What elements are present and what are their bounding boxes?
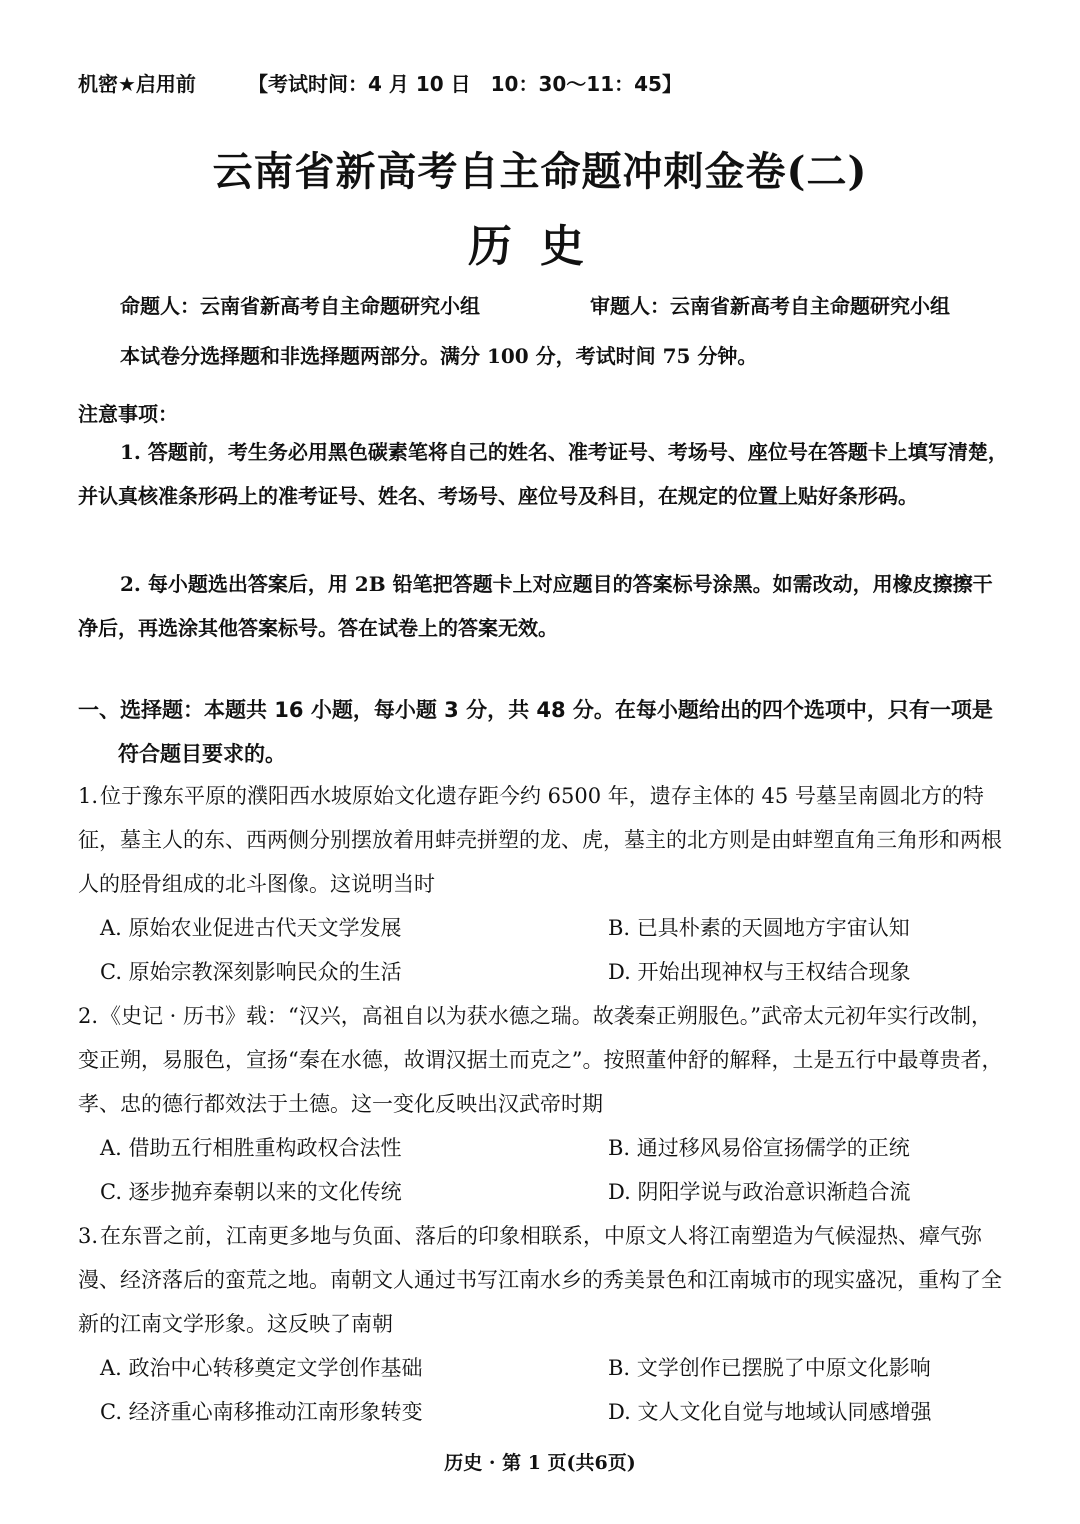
subject-title: 历史: [468, 221, 612, 272]
question-1-options: [100, 906, 1000, 996]
question-stem: 在东晋之前，江南更多地与负面、落后的印象相联系，中原文人将江南塑造为气候湿热、瘴气弥漫、经济落后的蛮荒之地。南朝文人通过书写江南水乡的秀美景色和江南城市的现实盛况，重构了全新的江南文学形象。这反映了南朝: [78, 1224, 1002, 1336]
option-c: C. 原始宗教深刻影响民众的生活: [100, 960, 402, 984]
question-3-options: [100, 1346, 1000, 1436]
reviewer: 审题人：云南省新高考自主命题研究小组: [590, 294, 950, 318]
question-3: 3.在东晋之前，江南更多地与负面、落后的印象相联系，中原文人将江南塑造为气候湿热、瘴气弥漫、经济落后的蛮荒之地。南朝文人通过书写江南水乡的秀美景色和江南城市的现实盛况，重构了全新的江南文学形象。这反映了南朝: [78, 1224, 1002, 1336]
authors-line: [120, 290, 950, 319]
paper-title: 云南省新高考自主命题冲刺金卷(二): [212, 148, 868, 195]
question-1: 1.位于豫东平原的濮阳西水坡原始文化遗存距今约 6500 年，遗存主体的 45 号墓呈南圆北方的特征，墓主人的东、西两侧分别摆放着用蚌壳拼塑的龙、虎，墓主的北方则是由蚌塑直角三角形和两根人的胫骨组成的北斗图像。这说明当时: [78, 784, 1002, 896]
confidential-label: 机密★启用前: [78, 72, 196, 96]
option-d: D. 文人文化自觉与地域认同感增强: [608, 1400, 932, 1424]
option-b: B. 通过移风易俗宣扬儒学的正统: [608, 1136, 910, 1160]
question-stem: 位于豫东平原的濮阳西水坡原始文化遗存距今约 6500 年，遗存主体的 45 号墓呈南圆北方的特征，墓主人的东、西两侧分别摆放着用蚌壳拼塑的龙、虎，墓主的北方则是由蚌塑直角三角形和两根人的胫骨组成的北斗图像。这说明当时: [78, 784, 1002, 896]
exam-time: 【考试时间：4 月 10 日 10：30～11：45】: [248, 72, 682, 96]
option-a: A. 原始农业促进古代天文学发展: [100, 916, 402, 940]
question-2: 2.《史记 · 历书》载：“汉兴，高祖自以为获水德之瑞。故袭秦正朔服色。”武帝太元初年实行改制，变正朔，易服色，宣扬“秦在水德，故谓汉据土而克之”。按照董仲舒的解释，土是五行中最尊贵者，孝、忠的德行都效法于土德。这一变化反映出汉武帝时期: [78, 1004, 1003, 1116]
setter: 命题人：云南省新高考自主命题研究小组: [120, 294, 480, 318]
section-heading: 一、选择题：本题共 16 小题，每小题 3 分，共 48 分。在每小题给出的四个选项中，只有一项是 符合题目要求的。: [78, 698, 993, 766]
page-footer: 历史 · 第 1 页(共6页): [444, 1452, 636, 1474]
question-2-options: [100, 1126, 1000, 1216]
notice-title: 注意事项：: [78, 402, 178, 426]
option-b: B. 文学创作已摆脱了中原文化影响: [608, 1356, 931, 1380]
option-a: A. 借助五行相胜重构政权合法性: [100, 1136, 402, 1160]
option-a: A. 政治中心转移奠定文学创作基础: [100, 1356, 423, 1380]
question-stem: 《史记 · 历书》载：“汉兴，高祖自以为获水德之瑞。故袭秦正朔服色。”武帝太元初年实行改制，变正朔，易服色，宣扬“秦在水德，故谓汉据土而克之”。按照董仲舒的解释，土是五行中最尊贵者，孝、忠的德行都效法于土德。这一变化反映出汉武帝时期: [78, 1004, 1003, 1116]
option-d: D. 阴阳学说与政治意识渐趋合流: [608, 1180, 911, 1204]
intro-text: 本试卷分选择题和非选择题两部分。满分 100 分，考试时间 75 分钟。: [120, 344, 758, 368]
option-d: D. 开始出现神权与王权结合现象: [608, 960, 911, 984]
notice-item-1: 1. 答题前，考生务必用黑色碳素笔将自己的姓名、准考证号、考场号、座位号在答题卡上填写清楚，并认真核准条形码上的准考证号、姓名、考场号、座位号及科目，在规定的位置上贴好条形码。: [78, 440, 1008, 508]
header-line: [78, 68, 682, 97]
option-c: C. 逐步抛弃秦朝以来的文化传统: [100, 1180, 402, 1204]
option-c: C. 经济重心南移推动江南形象转变: [100, 1400, 423, 1424]
notice-item-2: 2. 每小题选出答案后，用 2B 铅笔把答题卡上对应题目的答案标号涂黑。如需改动，用橡皮擦擦干净后，再选涂其他答案标号。答在试卷上的答案无效。: [78, 572, 993, 640]
option-b: B. 已具朴素的天圆地方宇宙认知: [608, 916, 910, 940]
